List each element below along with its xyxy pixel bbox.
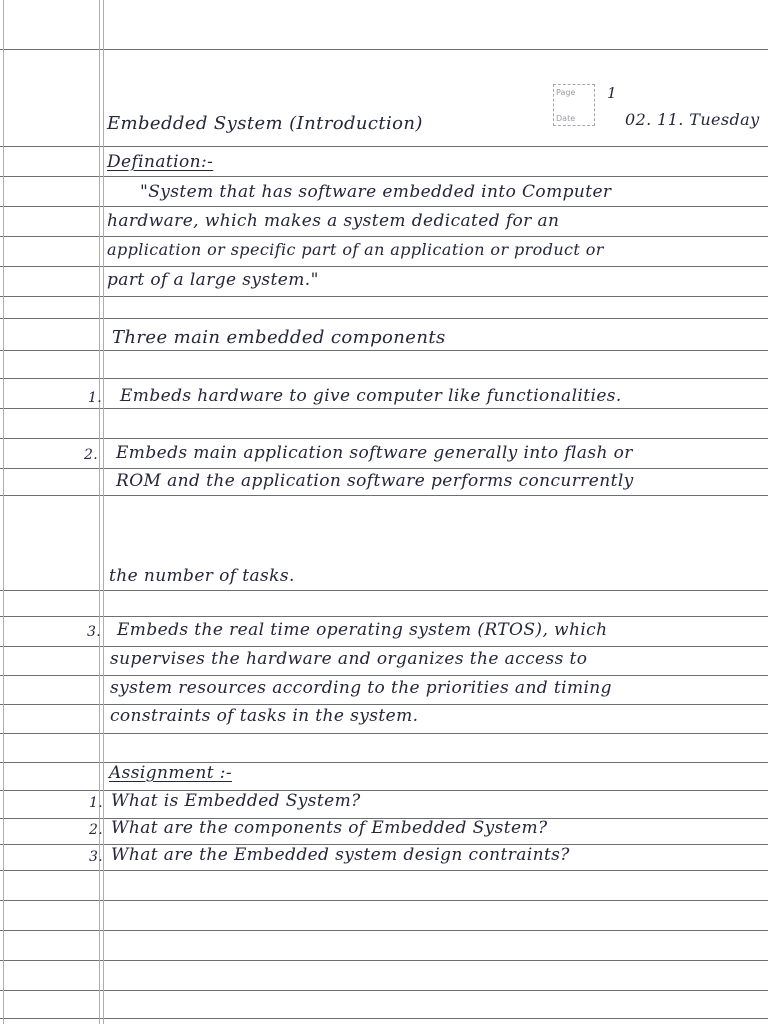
definition-line: hardware, which makes a system dedicated for an xyxy=(107,211,560,231)
ruled-line xyxy=(0,675,768,676)
ruled-line xyxy=(0,438,768,439)
list-item-number: 2. xyxy=(84,447,99,463)
ruled-line xyxy=(0,590,768,591)
component-line: ROM and the application software performs concurrently xyxy=(116,471,634,491)
ruled-line xyxy=(0,318,768,319)
ruled-line xyxy=(0,733,768,734)
ruled-line xyxy=(0,408,768,409)
question-number: 1. xyxy=(89,795,104,811)
ruled-line xyxy=(0,870,768,871)
ruled-line xyxy=(0,378,768,379)
ruled-line xyxy=(0,616,768,617)
component-line: the number of tasks. xyxy=(109,566,295,586)
page-label: Page xyxy=(556,88,576,97)
margin-line xyxy=(103,0,104,1024)
ruled-line xyxy=(0,495,768,496)
ruled-line xyxy=(0,1018,768,1019)
components-heading: Three main embedded components xyxy=(112,327,446,348)
component-line: supervises the hardware and organizes the access to xyxy=(110,649,588,669)
ruled-line xyxy=(0,49,768,50)
ruled-line xyxy=(0,468,768,469)
page-date: 02. 11. Tuesday xyxy=(625,110,760,129)
assignment-heading: Assignment :- xyxy=(109,763,233,783)
ruled-line xyxy=(0,900,768,901)
ruled-line xyxy=(0,960,768,961)
definition-line: "System that has software embedded into Computer xyxy=(140,182,612,202)
question-text: What are the components of Embedded System? xyxy=(111,818,548,838)
component-line: Embeds hardware to give computer like functionalities. xyxy=(120,386,622,406)
ruled-line xyxy=(0,176,768,177)
question-number: 2. xyxy=(89,822,104,838)
definition-line: part of a large system." xyxy=(107,270,319,290)
ruled-line xyxy=(0,296,768,297)
component-line: system resources according to the priorities and timing xyxy=(110,678,612,698)
component-line: Embeds main application software generally into flash or xyxy=(116,443,633,463)
component-line: Embeds the real time operating system (RTOS), which xyxy=(117,620,608,640)
date-label: Date xyxy=(556,114,576,123)
definition-heading: Defination:- xyxy=(107,152,214,172)
page-number: 1 xyxy=(607,84,617,102)
ruled-line xyxy=(0,646,768,647)
definition-line: application or specific part of an application or product or xyxy=(107,240,604,259)
margin-line xyxy=(99,0,100,1024)
component-line: constraints of tasks in the system. xyxy=(110,706,419,726)
list-item-number: 1. xyxy=(88,390,103,406)
question-text: What is Embedded System? xyxy=(111,791,361,811)
ruled-line xyxy=(0,206,768,207)
ruled-line xyxy=(0,350,768,351)
page-title: Embedded System (Introduction) xyxy=(107,113,423,134)
ruled-line xyxy=(0,990,768,991)
ruled-line xyxy=(0,704,768,705)
question-text: What are the Embedded system design contraints? xyxy=(111,845,570,865)
margin-line xyxy=(3,0,4,1024)
list-item-number: 3. xyxy=(87,624,102,640)
ruled-line xyxy=(0,930,768,931)
ruled-line xyxy=(0,146,768,147)
ruled-line xyxy=(0,236,768,237)
question-number: 3. xyxy=(89,849,104,865)
ruled-line xyxy=(0,266,768,267)
